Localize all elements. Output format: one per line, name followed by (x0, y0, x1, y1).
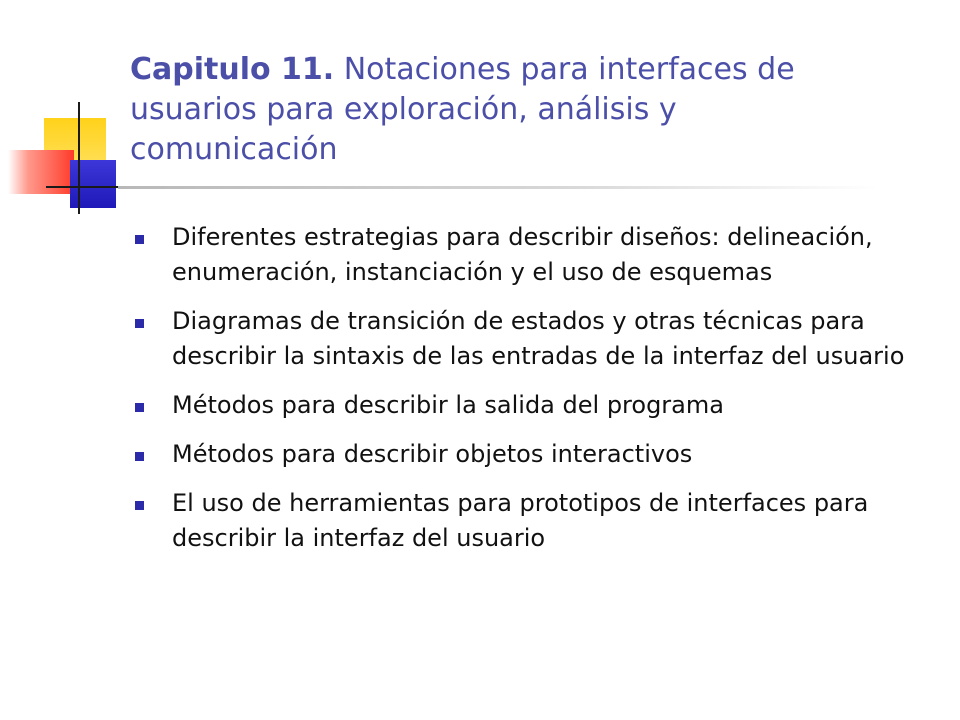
logo-blue-square (70, 160, 116, 208)
bullet-item (130, 220, 940, 290)
bullet-item (130, 388, 940, 423)
title-text: Notaciones para interfaces de usuarios para exploración, análisis y comunicación (130, 52, 795, 167)
logo-vertical-line (78, 102, 80, 214)
slide-title (130, 50, 890, 170)
logo-horizontal-line (46, 186, 126, 188)
bullet-item (130, 486, 940, 556)
bullet-text: Diferentes estrategias para describir diseños: delineación, enumeración, instanciación y el uso de esquemas (172, 223, 873, 286)
title-underline (118, 186, 878, 189)
square-bullet-icon (135, 403, 144, 412)
bullet-item (130, 304, 940, 374)
bullet-item (130, 437, 940, 472)
bullet-text: Diagramas de transición de estados y otras técnicas para describir la sintaxis de las entradas de la interfaz del usuario (172, 307, 905, 370)
bullet-list (130, 220, 940, 570)
square-bullet-icon (135, 501, 144, 510)
bullet-text: Métodos para describir objetos interactivos (172, 440, 693, 468)
square-bullet-icon (135, 319, 144, 328)
square-bullet-icon (135, 235, 144, 244)
bullet-text: El uso de herramientas para prototipos de interfaces para describir la interfaz del usuario (172, 489, 869, 552)
bullet-text: Métodos para describir la salida del programa (172, 391, 724, 419)
title-chapter: Capitulo 11. (130, 52, 335, 87)
square-bullet-icon (135, 452, 144, 461)
